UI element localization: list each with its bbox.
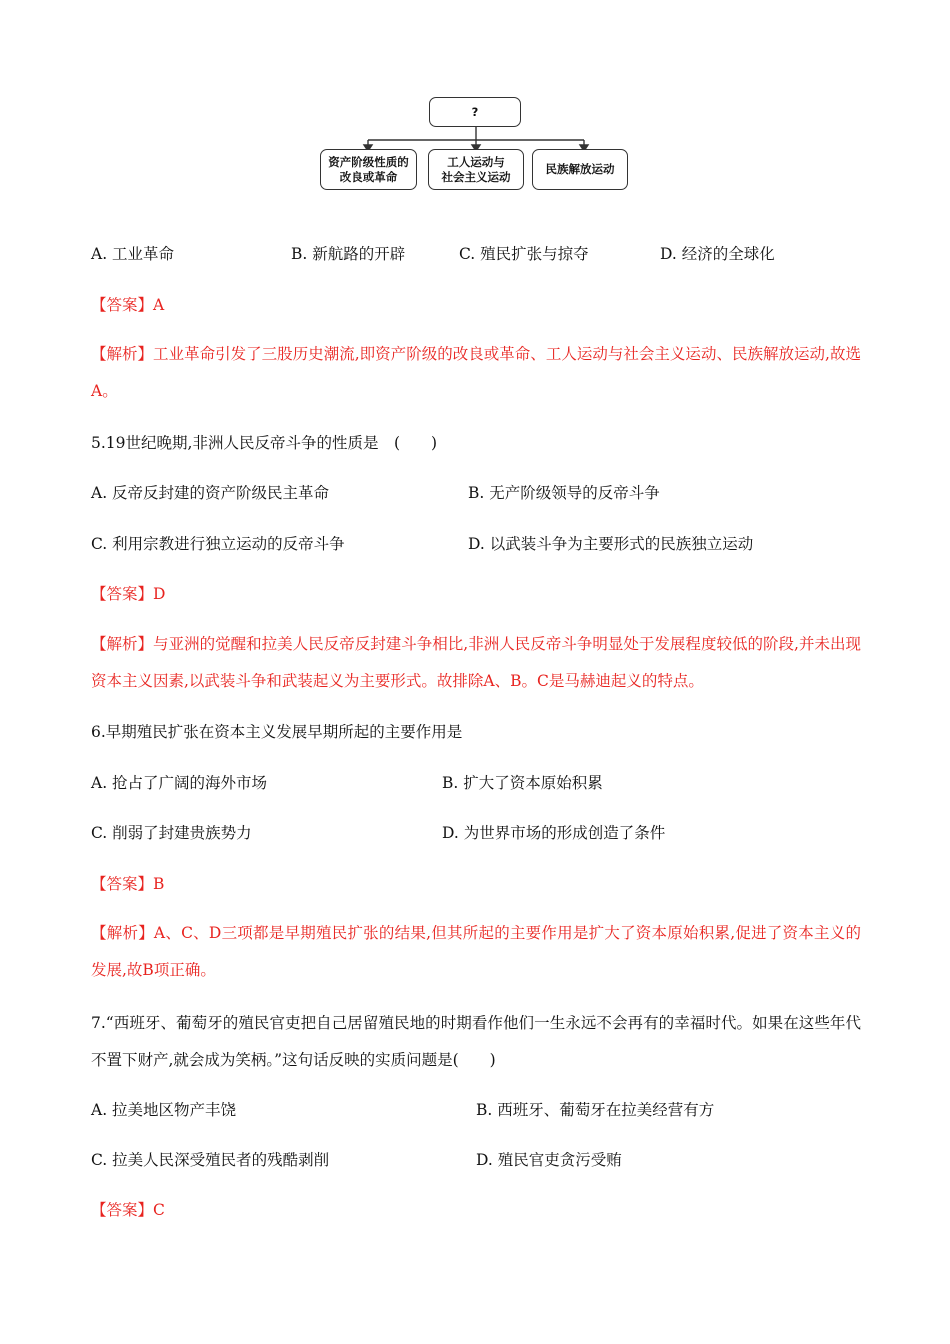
analysis-text: 【解析】工业革命引发了三股历史潮流,即资产阶级的改良或革命、工人运动与社会主义运动、民族解放运动,故选A。	[91, 345, 861, 400]
analysis-text: 【解析】与亚洲的觉醒和拉美人民反帝反封建斗争相比,非洲人民反帝斗争明显处于发展程度较低的阶段,并未出现资本主义因素,以武装斗争和武装起义为主要形式。故排除A、B。C是马赫迪起义的特点。	[91, 635, 861, 690]
diagram-child-box: 资产阶级性质的 改良或革命	[320, 149, 417, 190]
diagram-top-box: ?	[429, 97, 521, 127]
question-stem: 5.19世纪晚期,非洲人民反帝斗争的性质是 ( )	[91, 434, 438, 452]
option-a: A. 工业革命	[91, 245, 175, 263]
option-d: D. 以武装斗争为主要形式的民族独立运动	[468, 535, 754, 553]
answer-label: 【答案】C	[91, 1201, 165, 1219]
analysis-text: 【解析】A、C、D三项都是早期殖民扩张的结果,但其所起的主要作用是扩大了资本原始积累,促进了资本主义的发展,故B项正确。	[91, 924, 861, 979]
question-stem: 7.“西班牙、葡萄牙的殖民官吏把自己居留殖民地的时期看作他们一生永远不会再有的幸福时代。如果在这些年代不置下财产,就会成为笑柄。”这句话反映的实质问题是( )	[91, 1014, 861, 1069]
option-c: C. 削弱了封建贵族势力	[91, 824, 252, 842]
question-stem: 6.早期殖民扩张在资本主义发展早期所起的主要作用是	[91, 723, 463, 741]
option-b: B. 无产阶级领导的反帝斗争	[468, 484, 660, 502]
option-d: D. 殖民官吏贪污受贿	[476, 1151, 622, 1169]
option-a: A. 抢占了广阔的海外市场	[91, 774, 268, 792]
answer-label: 【答案】B	[91, 875, 165, 893]
option-a: A. 拉美地区物产丰饶	[91, 1101, 237, 1119]
option-c: C. 拉美人民深受殖民者的残酷剥削	[91, 1151, 330, 1169]
answer-label: 【答案】D	[91, 585, 166, 603]
answer-label: 【答案】A	[91, 296, 165, 314]
diagram-child-box: 工人运动与 社会主义运动	[428, 149, 524, 190]
option-b: B. 西班牙、葡萄牙在拉美经营有方	[476, 1101, 715, 1119]
option-c: C. 殖民扩张与掠夺	[459, 245, 589, 263]
option-b: B. 新航路的开辟	[291, 245, 406, 263]
option-b: B. 扩大了资本原始积累	[442, 774, 603, 792]
option-d: D. 为世界市场的形成创造了条件	[442, 824, 666, 842]
option-a: A. 反帝反封建的资产阶级民主革命	[91, 484, 330, 502]
option-c: C. 利用宗教进行独立运动的反帝斗争	[91, 535, 345, 553]
diagram-child-box: 民族解放运动	[532, 149, 628, 190]
option-d: D. 经济的全球化	[660, 245, 775, 263]
